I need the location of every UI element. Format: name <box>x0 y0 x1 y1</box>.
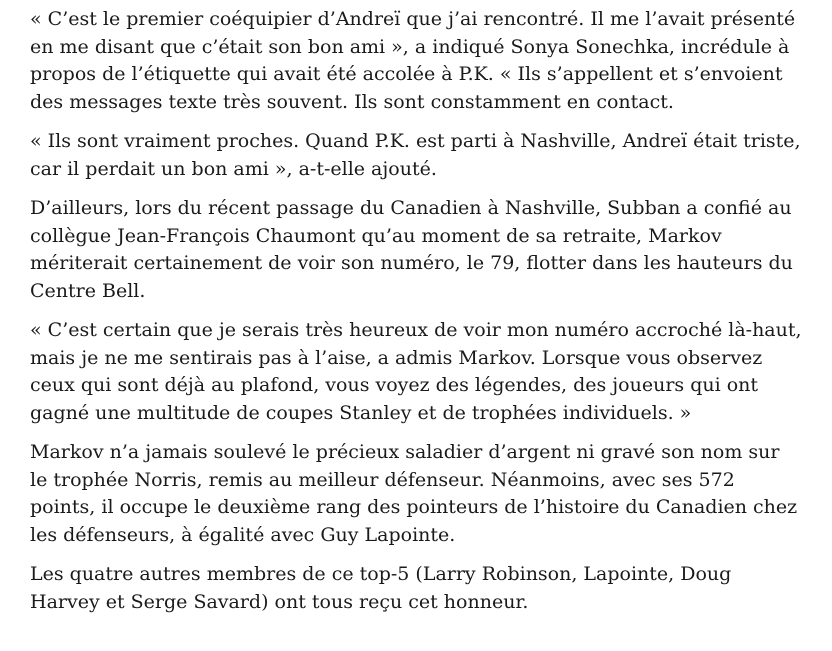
paragraph-line: « C’est certain que je serais très heureux de voir mon numéro accroché là-haut, <box>30 319 802 341</box>
paragraph-4 <box>30 317 810 427</box>
paragraph-line: collègue Jean-François Chaumont qu’au moment de sa retraite, Markov <box>30 224 722 247</box>
paragraph-line: mais je ne me sentirais pas à l’aise, a admis Markov. Lorsque vous observez <box>30 346 763 369</box>
paragraph-line: les défenseurs, à égalité avec Guy Lapointe. <box>30 523 456 546</box>
paragraph-2 <box>30 128 810 183</box>
paragraph-line: Markov n’a jamais soulevé le précieux saladier d’argent ni gravé son nom sur <box>30 441 780 463</box>
paragraph-line: le trophée Norris, remis au meilleur défenseur. Néanmoins, avec ses 572 <box>30 468 735 491</box>
paragraph-line: car il perdait un bon ami », a-t-elle ajouté. <box>30 157 437 180</box>
paragraph-line: Harvey et Serge Savard) ont tous reçu cet honneur. <box>30 590 529 613</box>
paragraph-line: propos de l’étiquette qui avait été accolée à P.K. « Ils s’appellent et s’envoient <box>30 63 783 85</box>
paragraph-1 <box>30 6 810 116</box>
paragraph-line: « C’est le premier coéquipier d’Andreï que j’ai rencontré. Il me l’avait présenté <box>30 8 796 30</box>
paragraph-line: mériterait certainement de voir son numéro, le 79, flotter dans les hauteurs du <box>30 252 793 274</box>
paragraph-line: Centre Bell. <box>30 279 146 302</box>
paragraph-line: gagné une multitude de coupes Stanley et de trophées individuels. » <box>30 401 692 424</box>
paragraph-line: « Ils sont vraiment proches. Quand P.K. est parti à Nashville, Andreï était triste, <box>30 130 801 152</box>
paragraph-3 <box>30 195 810 305</box>
article-body <box>30 6 810 628</box>
paragraph-line: des messages texte très souvent. Ils sont constamment en contact. <box>30 90 674 113</box>
paragraph-line: Les quatre autres membres de ce top-5 (Larry Robinson, Lapointe, Doug <box>30 563 732 585</box>
paragraph-line: D’ailleurs, lors du récent passage du Canadien à Nashville, Subban a confié au <box>30 197 792 219</box>
paragraph-line: en me disant que c’était son bon ami », a indiqué Sonya Sonechka, incrédule à <box>30 35 790 58</box>
paragraph-6 <box>30 561 810 616</box>
paragraph-5 <box>30 439 810 549</box>
paragraph-line: points, il occupe le deuxième rang des pointeurs de l’histoire du Canadien chez <box>30 496 798 518</box>
paragraph-line: ceux qui sont déjà au plafond, vous voyez des légendes, des joueurs qui ont <box>30 374 759 396</box>
